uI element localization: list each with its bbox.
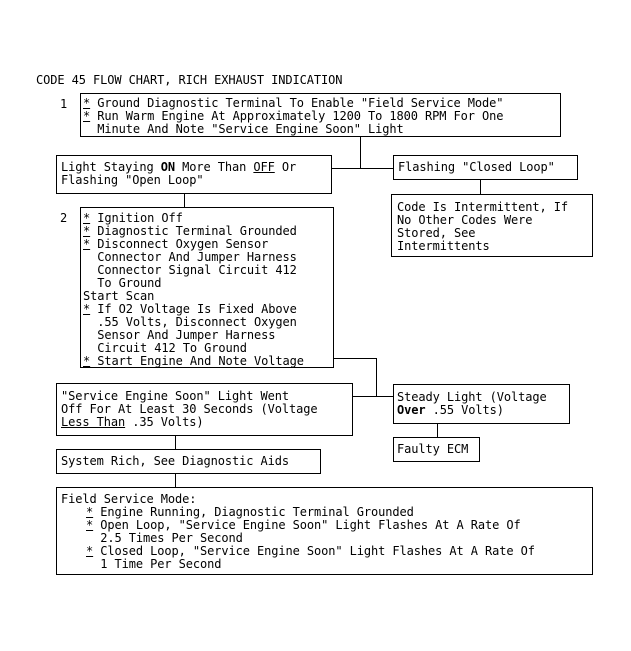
field-service-mode-box: [56, 487, 593, 575]
flashing-closed-loop-text: Flashing "Closed Loop": [398, 160, 555, 174]
step-1-line-3: Minute And Note "Service Engine Soon" Light: [97, 122, 404, 136]
light-staying-on-box: [56, 155, 332, 194]
steady-light-box: [393, 384, 570, 424]
steady-light-line-2: Over .55 Volts): [397, 403, 504, 417]
step-2-item-1: * Ignition Off: [83, 211, 183, 225]
step-2-line-10: Sensor And Jumper Harness: [97, 328, 276, 342]
light-staying-on-line-2: Flashing "Open Loop": [61, 173, 204, 187]
faulty-ecm-text: Faulty ECM: [397, 442, 469, 456]
step-2-item-3: * Disconnect Oxygen Sensor: [83, 237, 269, 251]
step-1-bullet-2: * Run Warm Engine At Approximately 1200 To 1800 RPM For One: [83, 109, 504, 123]
steady-light-line-1: Steady Light (Voltage: [397, 390, 547, 404]
step-2-line-6: To Ground: [97, 276, 162, 290]
ses-off-line-3: Less Than .35 Volts): [61, 415, 204, 429]
step-2-item-2: * Diagnostic Terminal Grounded: [83, 224, 297, 238]
step-2-line-9: .55 Volts, Disconnect Oxygen: [97, 315, 297, 329]
step-1-number: 1: [60, 97, 68, 111]
chart-title: CODE 45 FLOW CHART, RICH EXHAUST INDICATION: [36, 73, 343, 87]
system-rich-text: System Rich, See Diagnostic Aids: [61, 454, 289, 468]
connector-to-field-service: [175, 474, 176, 487]
field-service-item-2: * Open Loop, "Service Engine Soon" Light Flashes At A Rate Of: [86, 518, 521, 532]
step-2-item-12: * Start Engine And Note Voltage: [83, 354, 304, 368]
step-2-line-7: Start Scan: [83, 289, 155, 303]
step-2-line-5: Connector Signal Circuit 412: [97, 263, 297, 277]
ses-off-line-2: Off For At Least 30 Seconds (Voltage: [61, 402, 318, 416]
connector-to-system-rich: [175, 436, 176, 449]
field-service-line-3: 2.5 Times Per Second: [100, 531, 243, 545]
faulty-ecm-box: [393, 437, 480, 462]
connector-to-step2: [184, 194, 185, 207]
connector-step2-down: [376, 358, 377, 396]
intermittent-line-3: Stored, See: [397, 226, 476, 240]
flashing-closed-loop-box: [393, 155, 578, 180]
connector-steady-down: [437, 424, 438, 437]
intermittent-line-4: Intermittents: [397, 239, 490, 253]
ses-light-went-off-box: [56, 383, 353, 436]
step-2-item-8: * If O2 Voltage Is Fixed Above: [83, 302, 297, 316]
connector-step2-right: [334, 358, 377, 359]
step-2-line-4: Connector And Jumper Harness: [97, 250, 297, 264]
field-service-line-5: 1 Time Per Second: [100, 557, 222, 571]
ses-off-line-1: "Service Engine Soon" Light Went: [61, 389, 289, 403]
light-staying-on-line-1: Light Staying ON More Than OFF Or: [61, 160, 297, 174]
connector-step1-down: [360, 137, 361, 168]
step-1-box: [80, 93, 561, 137]
intermittent-line-2: No Other Codes Were: [397, 213, 533, 227]
connector-closed-loop-down: [480, 180, 481, 194]
field-service-item-4: * Closed Loop, "Service Engine Soon" Light Flashes At A Rate Of: [86, 544, 535, 558]
intermittent-line-1: Code Is Intermittent, If: [397, 200, 568, 214]
step-2-number: 2: [60, 211, 68, 225]
field-service-item-1: * Engine Running, Diagnostic Terminal Grounded: [86, 505, 414, 519]
field-service-header: Field Service Mode:: [61, 492, 197, 506]
step-2-box: [80, 207, 334, 368]
step-1-bullet-1: * Ground Diagnostic Terminal To Enable "Field Service Mode": [83, 96, 504, 110]
system-rich-box: [56, 449, 321, 474]
step-2-line-11: Circuit 412 To Ground: [97, 341, 247, 355]
connector-branch-1: [331, 168, 393, 169]
connector-branch-2: [352, 396, 393, 397]
code-intermittent-box: [391, 194, 593, 257]
